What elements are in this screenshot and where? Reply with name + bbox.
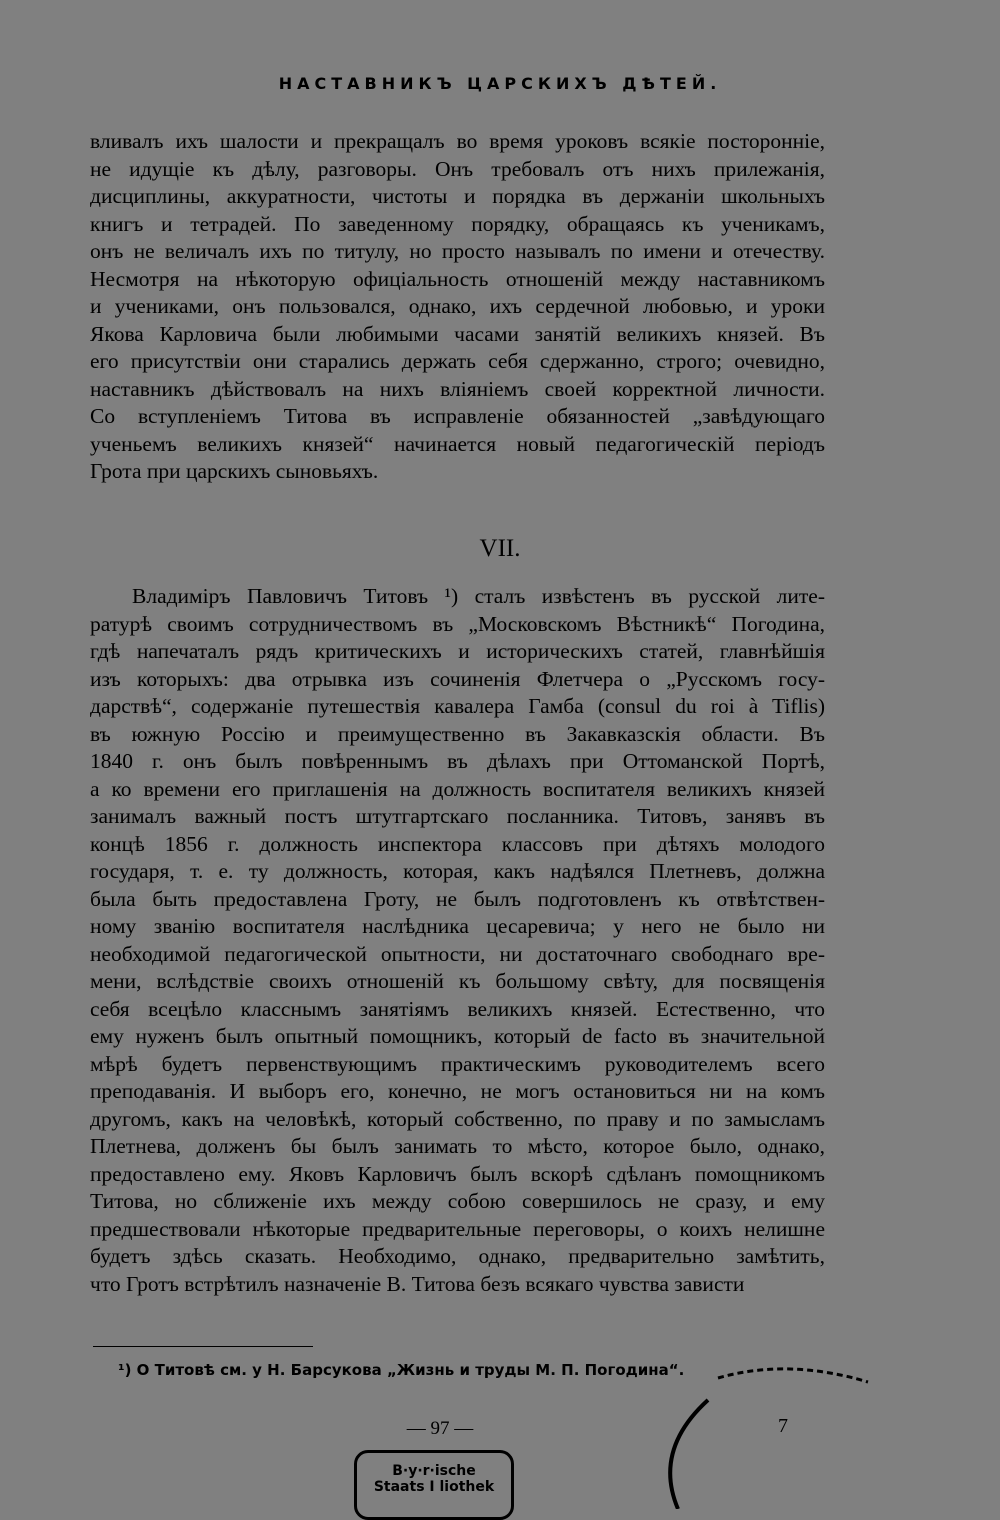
text-line: была быть предоставлена Гроту, не былъ подготовленъ къ отвѣтствен- <box>90 886 825 911</box>
text-line: а ко времени его приглашенія на должность воспитателя великихъ князей <box>90 776 825 801</box>
text-line: въ южную Россію и преимущественно въ Закавказскія области. Въ <box>90 721 825 746</box>
text-line: ному званію воспитателя наслѣдника цесаревича; у него не было ни <box>90 914 825 938</box>
text-line: вливалъ ихъ шалости и прекращалъ во время уроковъ всякіе посторонніе, <box>90 129 825 153</box>
text-line: предшествовали нѣкоторые предварительные переговоры, о коихъ нелишне <box>90 1216 825 1241</box>
text-line: Титова, но сближеніе ихъ между собою совершилось не сразу, и ему <box>90 1189 825 1213</box>
text-line: Владиміръ Павловичъ Титовъ ¹) сталъ извѣстенъ въ русской лите- <box>132 584 825 608</box>
scan-mark-drawing <box>648 1360 888 1509</box>
text-line: необходимой педагогической опытности, ни достаточнаго свободнаго вре- <box>90 941 825 966</box>
text-line: не идущіе къ дѣлу, разговоры. Онъ требовалъ отъ нихъ прилежанія, <box>90 156 825 181</box>
text-line: мѣрѣ будетъ первенствующимъ практическимъ руководителемъ всего <box>90 1051 825 1076</box>
text-line: мени, вслѣдствіе своихъ отношеній къ большому свѣту, для посвященія <box>90 969 825 993</box>
text-line: Якова Карловича были любимыми часами занятій великихъ князей. Въ <box>90 321 825 346</box>
page-number: — 97 — <box>406 1418 474 1439</box>
text-line: занималъ важный постъ штутгартскаго посланника. Титовъ, занявъ въ <box>90 804 825 828</box>
text-line: наставникъ дѣйствовалъ на нихъ вліяніемъ своей корректной личности. <box>90 376 825 401</box>
text-line: государя, т. е. ту должность, которая, какъ надѣялся Плетневъ, должна <box>90 859 825 883</box>
text-line: ученьемъ великихъ князей“ начинается новый педагогическій періодъ <box>90 431 825 456</box>
section-heading: VII. <box>479 535 521 562</box>
margin-mark: 7 <box>778 1415 788 1437</box>
running-header: НАСТАВНИКЪ ЦАРСКИХЪ ДѢТЕЙ. <box>278 74 722 93</box>
scan-mark <box>648 1360 888 1509</box>
text-line: ему нуженъ былъ опытный помощникъ, который de facto въ значительной <box>90 1024 825 1048</box>
text-line: Плетнева, долженъ бы былъ занимать то мѣсто, которое было, однако, <box>90 1134 825 1158</box>
text-line: себя всецѣло класснымъ занятіямъ великихъ князей. Естественно, что <box>90 996 825 1021</box>
text-line: будетъ здѣсь сказать. Необходимо, однако, предварительно замѣтить, <box>90 1244 825 1268</box>
library-stamp <box>354 1450 514 1520</box>
footnote: ¹) О Титовѣ см. у Н. Барсукова „Жизнь и труды М. П. Погодина“. <box>118 1361 685 1379</box>
footnote-divider <box>93 1346 313 1347</box>
text-line: 1840 г. онъ былъ повѣреннымъ въ дѣлахъ при Оттоманской Портѣ, <box>90 749 825 773</box>
text-line: и учениками, онъ пользовался, однако, ихъ сердечной любовью, и уроки <box>90 294 825 318</box>
text-line: онъ не величалъ ихъ по титулу, но просто называлъ по имени и отечеству. <box>90 239 825 263</box>
paragraph-section-vii <box>90 583 825 1298</box>
text-line: гдѣ напечаталъ рядъ критическихъ и историческихъ статей, главнѣйшія <box>90 639 825 663</box>
text-line: ратурѣ своимъ сотрудничествомъ въ „Московскомъ Вѣстникѣ“ Погодина, <box>90 611 825 636</box>
text-line: Со вступленіемъ Титова въ исправленіе обязанностей „завѣдующаго <box>90 404 825 428</box>
paragraph-continued <box>90 128 825 486</box>
text-line: преподаванія. И выборъ его, конечно, не могъ остановиться ни на комъ <box>90 1079 825 1103</box>
stamp-line-2: Staats I liothek <box>373 1479 495 1495</box>
text-line: дарствѣ“, содержаніе путешествія кавалера Гамба (consul du roi à Tiflis) <box>90 694 825 718</box>
text-line: изъ которыхъ: два отрывка изъ сочиненія Флетчера о „Русскомъ госу- <box>90 666 825 691</box>
text-line: другомъ, какъ на человѣкѣ, который собственно, по праву и по замысламъ <box>90 1106 825 1131</box>
text-line: его присутствіи они старались держать себя сдержанно, строго; очевидно, <box>90 349 825 373</box>
text-line: дисциплины, аккуратности, чистоты и порядка въ держаніи школьныхъ <box>90 184 825 208</box>
text-line: что Гротъ встрѣтилъ назначеніе В. Титова безъ всякаго чувства зависти <box>90 1271 745 1296</box>
text-line: Несмотря на нѣкоторую офиціальность отношеній между наставникомъ <box>90 266 825 291</box>
text-line: книгъ и тетрадей. По заведенному порядку, обращаясь къ ученикамъ, <box>90 211 825 236</box>
text-line: Грота при царскихъ сыновьяхъ. <box>90 459 379 483</box>
text-line: концѣ 1856 г. должность инспектора классовъ при дѣтяхъ молодого <box>90 831 825 856</box>
text-line: предоставлено ему. Яковъ Карловичъ былъ вскорѣ сдѣланъ помощникомъ <box>90 1161 825 1186</box>
stamp-line-1: B·y·r·ische <box>392 1463 476 1479</box>
